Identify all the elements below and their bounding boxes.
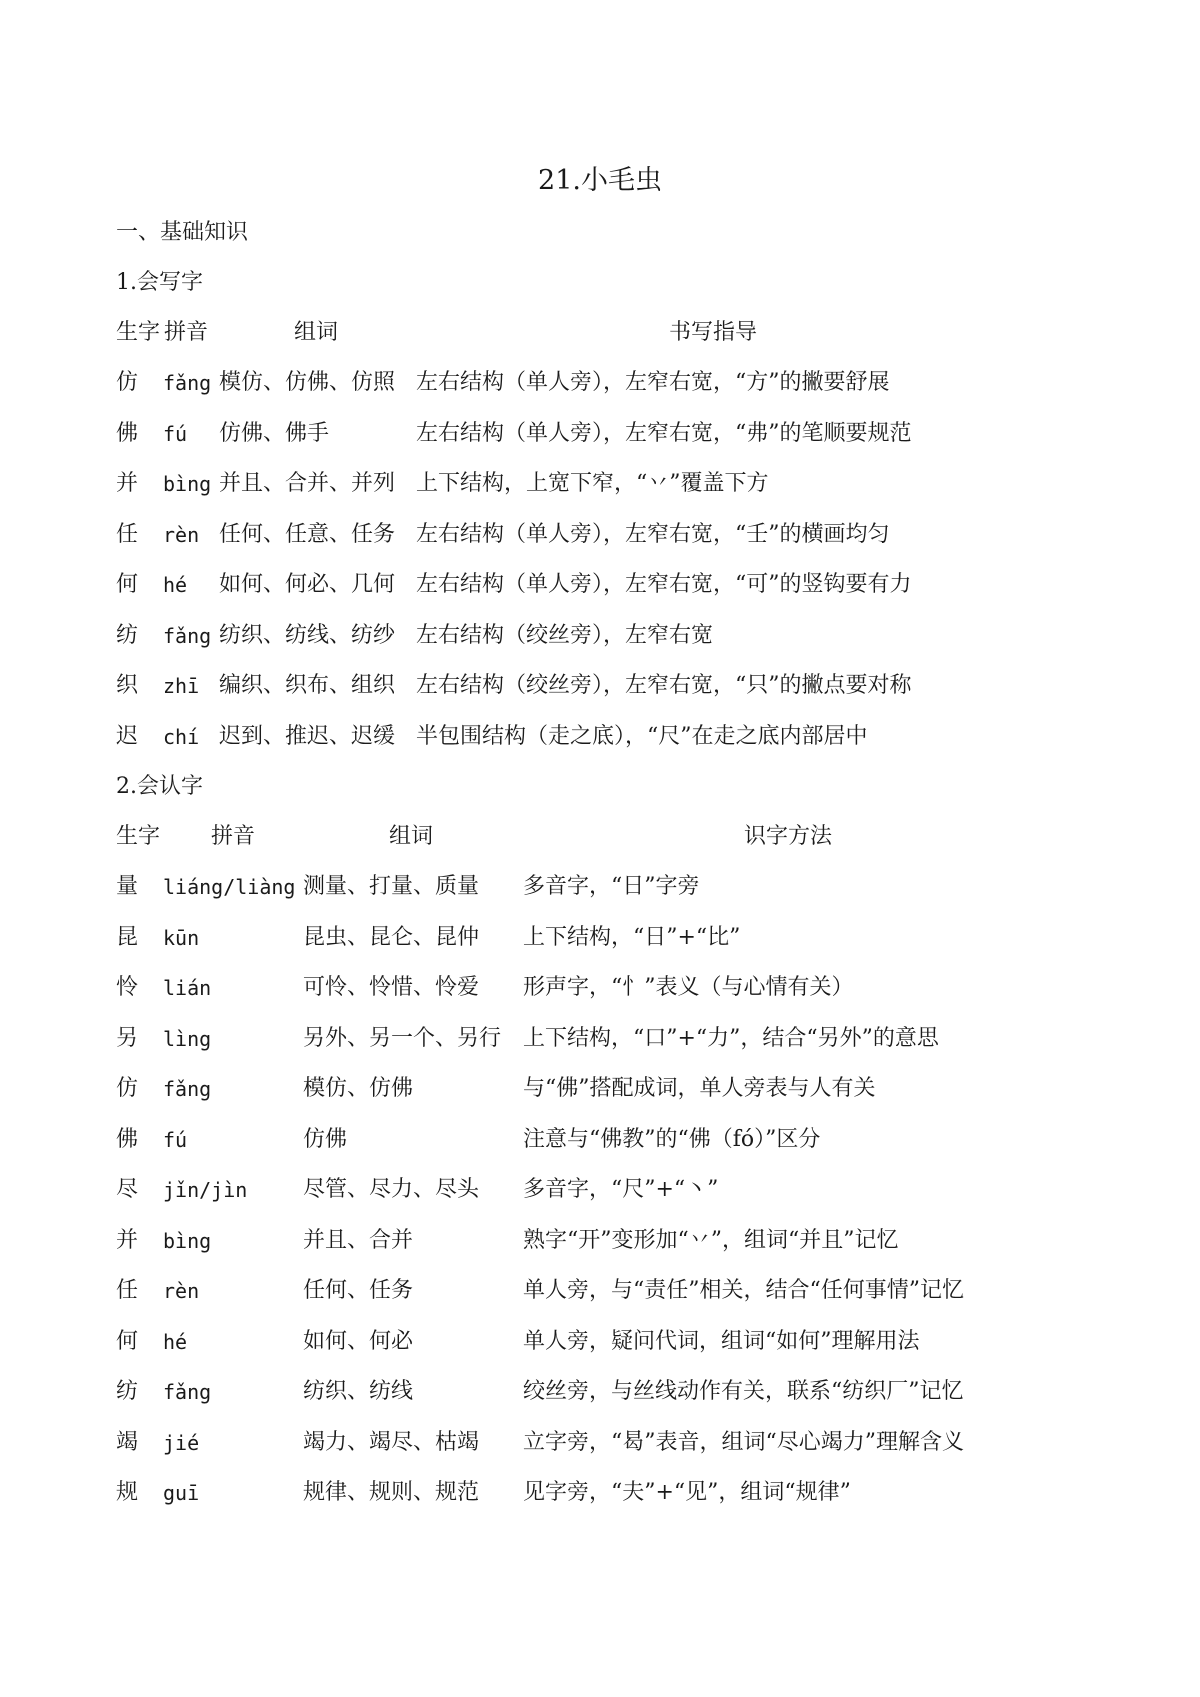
cell-char: 何: [116, 1328, 139, 1354]
cell-char: 尽: [116, 1177, 139, 1202]
cell-pinyin: rèn: [163, 522, 200, 547]
cell-pinyin: chí: [163, 724, 200, 749]
cell-guide: 左右结构（单人旁），左窄右宽，“弗”的笔顺要规范: [416, 420, 912, 446]
cell-pinyin: liáng/liàng: [163, 875, 296, 899]
page-title: 21.小毛虫: [538, 165, 662, 196]
cell-char: 纺: [116, 622, 139, 648]
cell-char: 佛: [116, 1126, 139, 1152]
cell-char: 竭: [116, 1429, 139, 1455]
cell-method: 注意与“佛教”的“佛（fó）”区分: [523, 1126, 821, 1152]
cell-words: 昆虫、昆仑、昆仲: [303, 924, 480, 950]
cell-char: 并: [116, 1227, 139, 1253]
cell-char: 并: [116, 471, 139, 496]
cell-pinyin: fǎng: [163, 1077, 212, 1101]
cell-method: 上下结构，“日”+“比”: [523, 924, 741, 950]
cell-pinyin: jǐn/jìn: [163, 1178, 248, 1202]
cell-pinyin: fǎng: [163, 371, 212, 395]
cell-pinyin: fǎng: [163, 1380, 212, 1404]
cell-guide: 半包围结构（走之底），“尺”在走之底内部居中: [416, 723, 868, 749]
cell-pinyin: zhī: [163, 674, 200, 698]
cell-pinyin: bìng: [163, 1228, 212, 1253]
cell-char: 量: [116, 874, 139, 899]
cell-pinyin: hé: [163, 573, 188, 597]
cell-pinyin: jié: [163, 1430, 200, 1455]
cell-method: 单人旁，疑问代词，组词“如何”理解用法: [523, 1328, 920, 1354]
cell-words: 纺织、纺线: [303, 1379, 414, 1404]
cell-method: 见字旁，“夫”+“见”，组词“规律”: [523, 1480, 851, 1505]
cell-char: 织: [116, 673, 139, 698]
cell-char: 何: [116, 572, 139, 597]
cell-method: 绞丝旁，与丝线动作有关，联系“纺织厂”记忆: [523, 1379, 964, 1404]
cell-words: 模仿、仿佛: [303, 1076, 414, 1101]
cell-words: 任何、任务: [303, 1278, 414, 1303]
cell-words: 可怜、怜惜、怜爱: [303, 975, 480, 1000]
cell-words: 仿佛、佛手: [219, 420, 330, 446]
cell-method: 上下结构，“口”+“力”，结合“另外”的意思: [523, 1025, 939, 1051]
cell-method: 形声字，“忄”表义（与心情有关）: [523, 975, 854, 1000]
cell-guide: 左右结构（绞丝旁），左窄右宽: [416, 622, 714, 648]
cell-pinyin: guī: [163, 1481, 200, 1505]
header-method: 识字方法: [744, 824, 833, 849]
header-words: 组词: [389, 824, 434, 849]
cell-pinyin: bìng: [163, 472, 212, 496]
cell-pinyin: lián: [163, 976, 212, 1000]
cell-words: 并且、合并、并列: [219, 471, 396, 496]
section-heading: 一、基础知识: [116, 220, 249, 245]
cell-method: 立字旁，“曷”表音，组词“尽心竭力”理解含义: [523, 1429, 964, 1455]
cell-method: 多音字，“尺”+“丶”: [523, 1177, 719, 1202]
cell-char: 规: [116, 1480, 139, 1505]
cell-char: 怜: [116, 975, 139, 1000]
cell-words: 竭力、竭尽、枯竭: [303, 1429, 480, 1455]
cell-words: 如何、何必、几何: [219, 572, 396, 597]
cell-pinyin: lìng: [163, 1026, 212, 1051]
cell-words: 规律、规则、规范: [303, 1480, 480, 1505]
header-char: 生字: [116, 824, 161, 849]
cell-words: 纺织、纺线、纺纱: [219, 622, 396, 648]
cell-guide: 上下结构，上宽下窄，“丷”覆盖下方: [416, 471, 769, 496]
cell-method: 与“佛”搭配成词，单人旁表与人有关: [523, 1076, 876, 1101]
cell-char: 仿: [116, 370, 139, 395]
header-char: 生字: [116, 320, 161, 345]
cell-words: 如何、何必: [303, 1328, 414, 1354]
cell-char: 迟: [116, 723, 139, 749]
cell-pinyin: fú: [163, 421, 188, 446]
cell-guide: 左右结构（单人旁），左窄右宽，“可”的竖钩要有力: [416, 572, 912, 597]
header-pinyin: 拼音: [211, 824, 256, 849]
cell-pinyin: kūn: [163, 925, 200, 950]
cell-char: 佛: [116, 420, 139, 446]
cell-guide: 左右结构（单人旁），左窄右宽，“方”的撇要舒展: [416, 370, 890, 395]
cell-pinyin: fǎng: [163, 623, 212, 648]
cell-method: 多音字，“日”字旁: [523, 874, 700, 899]
cell-method: 单人旁，与“责任”相关，结合“任何事情”记忆: [523, 1278, 964, 1303]
cell-words: 并且、合并: [303, 1227, 414, 1253]
header-pinyin: 拼音: [164, 320, 209, 345]
header-guide: 书写指导: [669, 320, 758, 345]
write-heading: 1.会写字: [116, 270, 203, 295]
cell-words: 测量、打量、质量: [303, 874, 480, 899]
cell-char: 昆: [116, 924, 139, 950]
cell-char: 任: [116, 1278, 139, 1303]
cell-char: 纺: [116, 1379, 139, 1404]
cell-words: 迟到、推迟、迟缓: [219, 723, 396, 749]
cell-words: 尽管、尽力、尽头: [303, 1177, 480, 1202]
cell-words: 编织、织布、组织: [219, 673, 396, 698]
cell-char: 任: [116, 521, 139, 547]
cell-guide: 左右结构（单人旁），左窄右宽，“壬”的横画均匀: [416, 521, 890, 547]
cell-words: 模仿、仿佛、仿照: [219, 370, 396, 395]
cell-words: 任何、任意、任务: [219, 521, 396, 547]
cell-guide: 左右结构（绞丝旁），左窄右宽，“只”的撇点要对称: [416, 673, 912, 698]
cell-words: 另外、另一个、另行: [303, 1025, 502, 1051]
read-heading: 2.会认字: [116, 774, 203, 799]
header-words: 组词: [294, 320, 339, 345]
cell-pinyin: hé: [163, 1329, 188, 1354]
cell-char: 另: [116, 1025, 139, 1051]
cell-pinyin: fú: [163, 1127, 188, 1152]
cell-char: 仿: [116, 1076, 139, 1101]
cell-words: 仿佛: [303, 1126, 348, 1152]
cell-method: 熟字“开”变形加“丷”，组词“并且”记忆: [523, 1227, 899, 1253]
cell-pinyin: rèn: [163, 1279, 200, 1303]
